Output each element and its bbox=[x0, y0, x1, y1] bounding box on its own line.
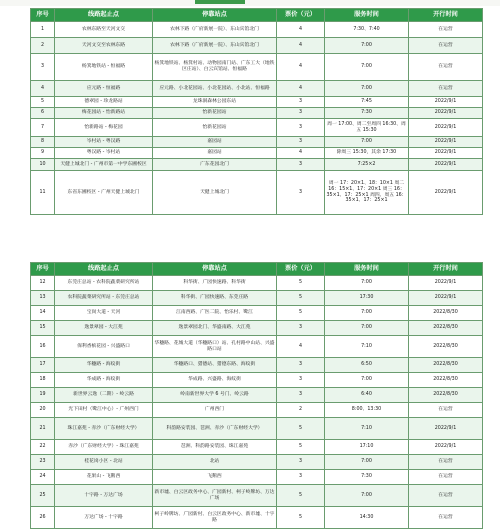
table-row bbox=[31, 54, 483, 81]
cell-no: 3 bbox=[31, 54, 55, 81]
cell-time: 17:30 bbox=[325, 291, 409, 306]
cell-no: 20 bbox=[31, 403, 55, 418]
header-no: 序号 bbox=[31, 9, 55, 22]
cell-route: 珠江嘉苑 - 赤沙（广东财经大学） bbox=[55, 418, 153, 440]
cell-route: 农科院蔬菜研究所站 - 东莞庄总站 bbox=[55, 291, 153, 306]
cell-no: 25 bbox=[31, 485, 55, 507]
table-row bbox=[31, 507, 483, 529]
cell-fare: 4 bbox=[277, 38, 325, 54]
cell-route: 保利香槟花园 - 兴盛路口 bbox=[55, 336, 153, 358]
cell-no: 24 bbox=[31, 470, 55, 485]
header-route: 线路起止点 bbox=[55, 263, 153, 276]
cell-fare: 3 bbox=[277, 373, 325, 388]
cell-open: 在运营 bbox=[409, 22, 483, 38]
cell-time: 7:30、7:40 bbox=[325, 22, 409, 38]
cell-stops: 农林下路（广府新展一院）、东山宾馆北门 bbox=[153, 38, 277, 54]
cell-no: 22 bbox=[31, 440, 55, 455]
cell-no: 11 bbox=[31, 171, 55, 215]
cell-stops: 科华街、广园快速路、科华街 bbox=[153, 276, 277, 291]
cell-time: 7:10 bbox=[325, 336, 409, 358]
header-open: 开行时间 bbox=[409, 9, 483, 22]
cell-no: 5 bbox=[31, 97, 55, 108]
cell-time: 6:50 bbox=[325, 358, 409, 373]
cell-fare: 5 bbox=[277, 507, 325, 529]
cell-route: 新世界云逸（二期）- 岭云路 bbox=[55, 388, 153, 403]
cell-open: 2022/9/1 bbox=[409, 276, 483, 291]
cell-no: 19 bbox=[31, 388, 55, 403]
cell-route: 岑村站 - 粤汉路 bbox=[55, 137, 153, 148]
cell-route: 花果山 - 飞鹅西 bbox=[55, 470, 153, 485]
cell-open: 2022/9/1 bbox=[409, 418, 483, 440]
table-row bbox=[31, 38, 483, 54]
cell-no: 10 bbox=[31, 159, 55, 171]
cell-fare: 4 bbox=[277, 22, 325, 38]
cell-no: 1 bbox=[31, 22, 55, 38]
cell-time: 7:00 bbox=[325, 54, 409, 81]
cell-stops: 怡新花园站 bbox=[153, 119, 277, 137]
cell-stops: 嘉园站 bbox=[153, 148, 277, 159]
cell-no: 15 bbox=[31, 321, 55, 336]
header-no: 序号 bbox=[31, 263, 55, 276]
table-row bbox=[31, 388, 483, 403]
cell-fare: 3 bbox=[277, 321, 325, 336]
header-route: 线路起止点 bbox=[55, 9, 153, 22]
table-row bbox=[31, 119, 483, 137]
cell-route: 天健上城北门 - 广州市第一中学东圃校区 bbox=[55, 159, 153, 171]
cell-route: 光下田村（鹭江中心）- 广州西门 bbox=[55, 403, 153, 418]
cell-stops: 应元路、小北花园站、小北花园站、小北站、恒福路 bbox=[153, 81, 277, 97]
cell-open: 在运营 bbox=[409, 54, 483, 81]
cell-no: 13 bbox=[31, 291, 55, 306]
table-row bbox=[31, 148, 483, 159]
table-row bbox=[31, 291, 483, 306]
cell-route: 桂花岗小区 - 北站 bbox=[55, 455, 153, 470]
cell-stops: 科华街、广园快速路、东莞庄路 bbox=[153, 291, 277, 306]
cell-open: 2022/8/30 bbox=[409, 321, 483, 336]
table-row bbox=[31, 470, 483, 485]
cell-time: 周一 17：20×1、18：10×1 周二 16：15×1、17：20×1 周三 16：35×1、17：25×1 周四、周五 16：35×1、17：25×1 bbox=[325, 171, 409, 215]
cell-fare: 5 bbox=[277, 485, 325, 507]
cell-stops: 龙珠洞森林公园东站 bbox=[153, 97, 277, 108]
cell-open: 在运营 bbox=[409, 470, 483, 485]
cell-open: 在运营 bbox=[409, 455, 483, 470]
cell-route: 逸景翠园 - 大江苑 bbox=[55, 321, 153, 336]
cell-route: 天河文交至农林东路 bbox=[55, 38, 153, 54]
cell-open: 在运营 bbox=[409, 403, 483, 418]
table-header-row bbox=[31, 263, 483, 276]
route-table-1 bbox=[30, 8, 483, 215]
table-row bbox=[31, 97, 483, 108]
cell-time: 除周三 15:30，其余 17:30 bbox=[325, 148, 409, 159]
cell-time: 7:00 bbox=[325, 276, 409, 291]
cell-route: 东省东圃校区 - 广州天健上城北门 bbox=[55, 171, 153, 215]
cell-fare: 2 bbox=[277, 403, 325, 418]
cell-no: 21 bbox=[31, 418, 55, 440]
cell-open: 2022/9/1 bbox=[409, 137, 483, 148]
cell-no: 2 bbox=[31, 38, 55, 54]
cell-stops: 北站 bbox=[153, 455, 277, 470]
top-banner-strip bbox=[0, 0, 500, 6]
cell-no: 8 bbox=[31, 137, 55, 148]
cell-no: 26 bbox=[31, 507, 55, 529]
cell-fare: 3 bbox=[277, 97, 325, 108]
cell-open: 在运营 bbox=[409, 38, 483, 54]
cell-route: 德翠园 - 珍龙路站 bbox=[55, 97, 153, 108]
table-row bbox=[31, 108, 483, 119]
cell-route: 粤汉路 - 岑村站 bbox=[55, 148, 153, 159]
cell-stops: 江南西路、广医二院、怡乐村、鹭江 bbox=[153, 306, 277, 321]
cell-fare: 3 bbox=[277, 119, 325, 137]
cell-time: 7:25×2 bbox=[325, 159, 409, 171]
cell-stops: 怡新花园站 bbox=[153, 108, 277, 119]
table-row bbox=[31, 336, 483, 358]
cell-fare: 4 bbox=[277, 81, 325, 97]
cell-fare: 3 bbox=[277, 358, 325, 373]
route-table-2 bbox=[30, 262, 483, 529]
cell-time: 周一 17:00、周二至周四 16:30、周五 15:30 bbox=[325, 119, 409, 137]
cell-open: 2022/8/30 bbox=[409, 306, 483, 321]
cell-fare: 5 bbox=[277, 418, 325, 440]
cell-stops: 华穗路口、猎德站、猎德东路、海纹街 bbox=[153, 358, 277, 373]
cell-open: 2022/9/1 bbox=[409, 119, 483, 137]
cell-no: 12 bbox=[31, 276, 55, 291]
cell-stops: 广州西门 bbox=[153, 403, 277, 418]
cell-stops: 华穗路、花城大道（华穗路口）站、孔村路中山站、兴盛路口站 bbox=[153, 336, 277, 358]
cell-open: 2022/8/30 bbox=[409, 388, 483, 403]
cell-open: 在运营 bbox=[409, 485, 483, 507]
cell-fare: 3 bbox=[277, 108, 325, 119]
cell-time: 7:10 bbox=[325, 418, 409, 440]
cell-route: 梅花园站 - 怡新路站 bbox=[55, 108, 153, 119]
cell-stops: 逸景翠园北门、华盛南路、大江苑 bbox=[153, 321, 277, 336]
cell-fare: 3 bbox=[277, 455, 325, 470]
cell-fare: 3 bbox=[277, 137, 325, 148]
cell-route: 杨箕地铁站 - 恒福路 bbox=[55, 54, 153, 81]
cell-time: 7:45 bbox=[325, 97, 409, 108]
cell-no: 4 bbox=[31, 81, 55, 97]
cell-open: 2022/9/1 bbox=[409, 171, 483, 215]
cell-time: 7:30 bbox=[325, 470, 409, 485]
cell-stops: 岭南新世界大学 6 号门、岭云路 bbox=[153, 388, 277, 403]
cell-open: 2022/8/30 bbox=[409, 373, 483, 388]
cell-time: 7:00 bbox=[325, 81, 409, 97]
table-row bbox=[31, 81, 483, 97]
cell-time: 7:00 bbox=[325, 306, 409, 321]
cell-route: 赤沙（广东财经大学）- 珠江嘉苑 bbox=[55, 440, 153, 455]
table-row bbox=[31, 358, 483, 373]
cell-no: 7 bbox=[31, 119, 55, 137]
table-row bbox=[31, 321, 483, 336]
cell-time: 17:10 bbox=[325, 440, 409, 455]
cell-fare: 5 bbox=[277, 440, 325, 455]
cell-time: 7:00 bbox=[325, 321, 409, 336]
cell-open: 2022/8/30 bbox=[409, 336, 483, 358]
cell-stops: 广东花园北门 bbox=[153, 159, 277, 171]
cell-route: 应元路 - 恒福路 bbox=[55, 81, 153, 97]
banner-fragment bbox=[195, 0, 245, 4]
cell-open: 2022/9/1 bbox=[409, 291, 483, 306]
cell-time: 8:00、13:30 bbox=[325, 403, 409, 418]
cell-route: 十字路 - 万达广场 bbox=[55, 485, 153, 507]
cell-stops: 科韵路安装园、琶洲、赤沙（广东财经大学） bbox=[153, 418, 277, 440]
table-row bbox=[31, 276, 483, 291]
cell-route: 华穗路 - 海纹街 bbox=[55, 358, 153, 373]
cell-route: 华成路 - 海纹街 bbox=[55, 373, 153, 388]
header-time: 服务时间 bbox=[325, 263, 409, 276]
cell-time: 7:00 bbox=[325, 137, 409, 148]
cell-no: 6 bbox=[31, 108, 55, 119]
header-fare: 票价（元） bbox=[277, 263, 325, 276]
cell-no: 23 bbox=[31, 455, 55, 470]
cell-time: 7:00 bbox=[325, 455, 409, 470]
cell-route: 宝岗大道 - 天河 bbox=[55, 306, 153, 321]
cell-fare: 5 bbox=[277, 291, 325, 306]
cell-stops: 嘉园站 bbox=[153, 137, 277, 148]
cell-stops: 琶洲、科韵路安装园、珠江嘉苑 bbox=[153, 440, 277, 455]
cell-open: 2022/9/1 bbox=[409, 148, 483, 159]
cell-open: 2022/9/1 bbox=[409, 159, 483, 171]
table-row bbox=[31, 159, 483, 171]
cell-time: 7:00 bbox=[325, 485, 409, 507]
cell-route: 万达广场 - 十字路 bbox=[55, 507, 153, 529]
cell-stops: 农林下路（广府新展一院）、东山宾馆北门 bbox=[153, 22, 277, 38]
cell-open: 2022/9/1 bbox=[409, 97, 483, 108]
cell-time: 7:30 bbox=[325, 108, 409, 119]
cell-open: 2022/9/1 bbox=[409, 108, 483, 119]
cell-fare: 4 bbox=[277, 148, 325, 159]
header-time: 服务时间 bbox=[325, 9, 409, 22]
cell-time: 7:00 bbox=[325, 38, 409, 54]
cell-fare: 3 bbox=[277, 171, 325, 215]
cell-fare: 4 bbox=[277, 54, 325, 81]
cell-time: 6:40 bbox=[325, 388, 409, 403]
cell-stops: 杨箕地铁站、杨箕村站、动物园南门站、广东工大（地铁区庄站）、白云宾馆站、恒福路 bbox=[153, 54, 277, 81]
cell-fare: 5 bbox=[277, 306, 325, 321]
table-row bbox=[31, 418, 483, 440]
cell-stops: 天健上城北门 bbox=[153, 171, 277, 215]
cell-fare: 3 bbox=[277, 388, 325, 403]
cell-open: 2022/9/1 bbox=[409, 440, 483, 455]
cell-fare: 5 bbox=[277, 276, 325, 291]
table-row bbox=[31, 22, 483, 38]
table-row bbox=[31, 306, 483, 321]
cell-route: 农林东路至天河文交 bbox=[55, 22, 153, 38]
cell-stops: 新市墟、白云区政务中心、广园新村、柯子岭牌坊、万达广场 bbox=[153, 485, 277, 507]
cell-route: 怡新路站 - 梅花园 bbox=[55, 119, 153, 137]
cell-open: 2022/8/30 bbox=[409, 358, 483, 373]
table-row bbox=[31, 373, 483, 388]
header-stops: 停靠站点 bbox=[153, 263, 277, 276]
cell-open: 在运营 bbox=[409, 507, 483, 529]
cell-route: 东莞庄总站 - 农科院蔬菜研究所站 bbox=[55, 276, 153, 291]
table-row bbox=[31, 171, 483, 215]
cell-no: 14 bbox=[31, 306, 55, 321]
table-row bbox=[31, 455, 483, 470]
cell-no: 17 bbox=[31, 358, 55, 373]
cell-stops: 柯子岭牌坊、广园新村、白云区政务中心、新市墟、十字路 bbox=[153, 507, 277, 529]
cell-stops: 华成路、兴盛路、海纹街 bbox=[153, 373, 277, 388]
cell-fare: 3 bbox=[277, 159, 325, 171]
cell-stops: 飞鹅西 bbox=[153, 470, 277, 485]
cell-no: 9 bbox=[31, 148, 55, 159]
table-row bbox=[31, 403, 483, 418]
cell-fare: 4 bbox=[277, 336, 325, 358]
table-row bbox=[31, 440, 483, 455]
table-row bbox=[31, 137, 483, 148]
header-fare: 票价（元） bbox=[277, 9, 325, 22]
cell-fare: 3 bbox=[277, 470, 325, 485]
header-stops: 停靠站点 bbox=[153, 9, 277, 22]
cell-time: 7:00 bbox=[325, 373, 409, 388]
cell-open: 在运营 bbox=[409, 81, 483, 97]
table-row bbox=[31, 485, 483, 507]
header-open: 开行时间 bbox=[409, 263, 483, 276]
table-header-row bbox=[31, 9, 483, 22]
cell-time: 14:30 bbox=[325, 507, 409, 529]
cell-no: 16 bbox=[31, 336, 55, 358]
cell-no: 18 bbox=[31, 373, 55, 388]
